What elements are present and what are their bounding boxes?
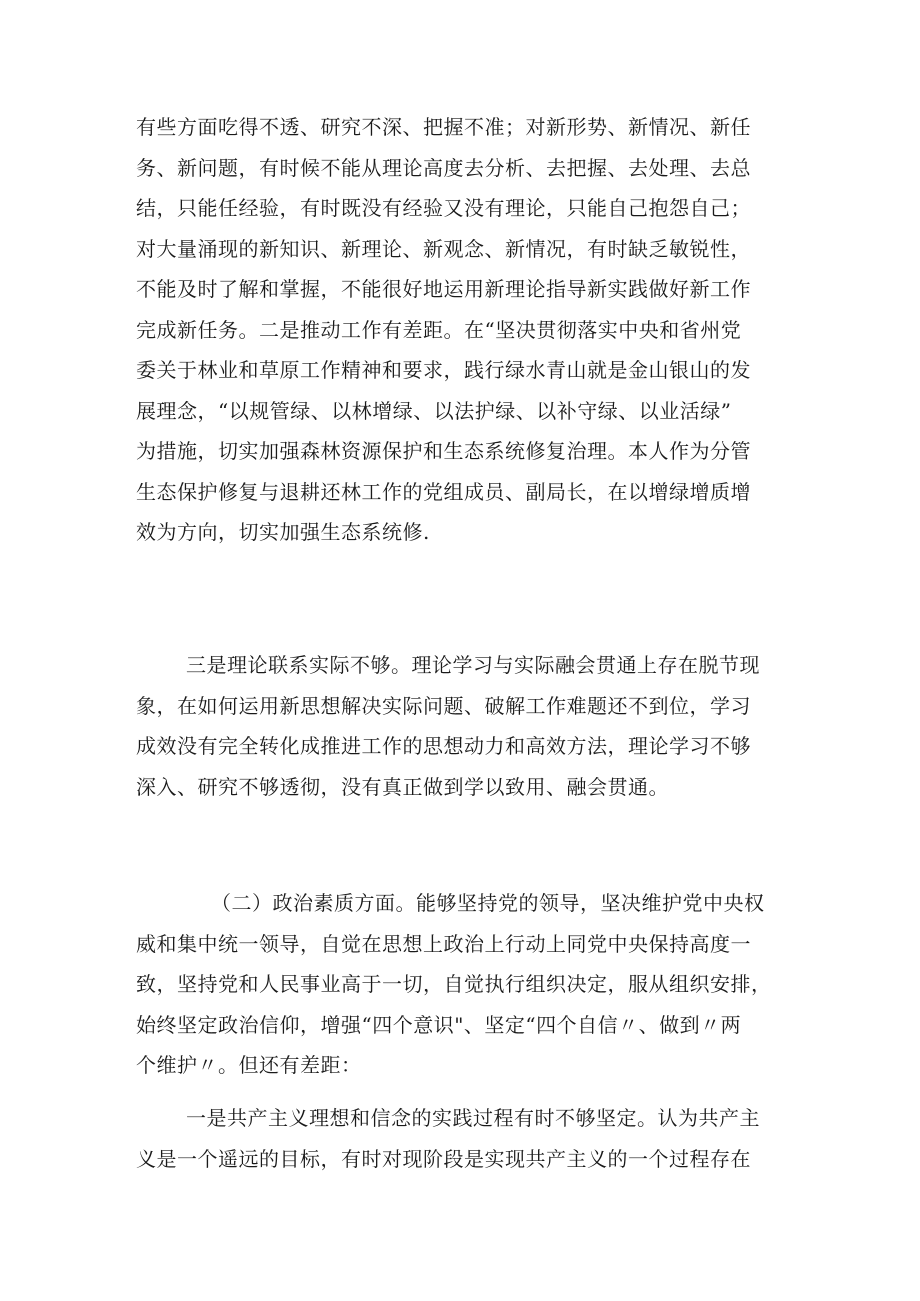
text-line: 威和集中统一领导，自觉在思想上政治上行动上同党中央保持高度一: [136, 931, 751, 956]
text-line: 成效没有完全转化成推进工作的思想动力和高效方法，理论学习不够: [136, 734, 751, 758]
text-line: 一是共产主义理想和信念的实践过程有时不够坚定。认为共产主: [186, 1106, 760, 1130]
text-line: 生态保护修复与退耕还林工作的党组成员、副局长，在以增绿增质增: [136, 479, 751, 504]
text-line: 不能及时了解和掌握，不能很好地运用新理论指导新实践做好新工作: [136, 277, 751, 301]
text-line: 深入、研究不够透彻，没有真正做到学以致用、融会贯通。: [136, 774, 669, 799]
text-line: 委关于林业和草原工作精神和要求，践行绿水青山就是金山银山的发: [136, 358, 751, 382]
text-line: 效为方向，切实加强生态系统修.: [136, 520, 430, 544]
text-line: 个维护〃。但还有差距：: [136, 1053, 362, 1077]
text-line: 为措施，切实加强森林资源保护和生态系统修复治理。本人作为分管: [136, 439, 751, 463]
paragraph-ideals-beliefs: [136, 1098, 804, 1179]
text-line: 有些方面吃得不透、研究不深、把握不准；对新形势、新情况、新任: [136, 115, 751, 139]
text-line: 对大量涌现的新知识、新理论、新观念、新情况，有时缺乏敏锐性，: [136, 236, 751, 261]
text-line: 结，只能任经验，有时既没有经验又没有理论，只能自己抱怨自己；: [136, 196, 751, 220]
text-line: 三是理论联系实际不够。理论学习与实际融会贯通上存在脱节现: [186, 653, 760, 677]
paragraph-theory-study-gaps: [136, 107, 804, 553]
text-line: （二）政治素质方面。能够坚持党的领导，坚决维护党中央权: [211, 891, 765, 915]
text-line: 象，在如何运用新思想解决实际问题、破解工作难题还不到位，学习: [136, 693, 751, 718]
text-line: 务、新问题，有时候不能从理论高度去分析、去把握、去处理、去总: [136, 155, 751, 180]
text-line: 完成新任务。二是推动工作有差距。在“坚决贯彻落实中央和省州党: [136, 317, 742, 342]
text-line: 致，坚持党和人民事业高于一切，自觉执行组织决定，服从组织安排，: [136, 972, 772, 996]
paragraph-political-quality: [136, 883, 804, 1086]
text-line: 始终坚定政治信仰，增强“四个意识"、坚定“四个自信〃、做到〃两: [136, 1012, 742, 1037]
text-line: 义是一个遥远的目标，有时对现阶段是实现共产主义的一个过程存在: [136, 1146, 751, 1171]
text-line: 展理念，“以规管绿、以林增绿、以法护绿、以补守绿、以业活绿”: [136, 398, 732, 423]
paragraph-theory-practice: [136, 645, 804, 807]
